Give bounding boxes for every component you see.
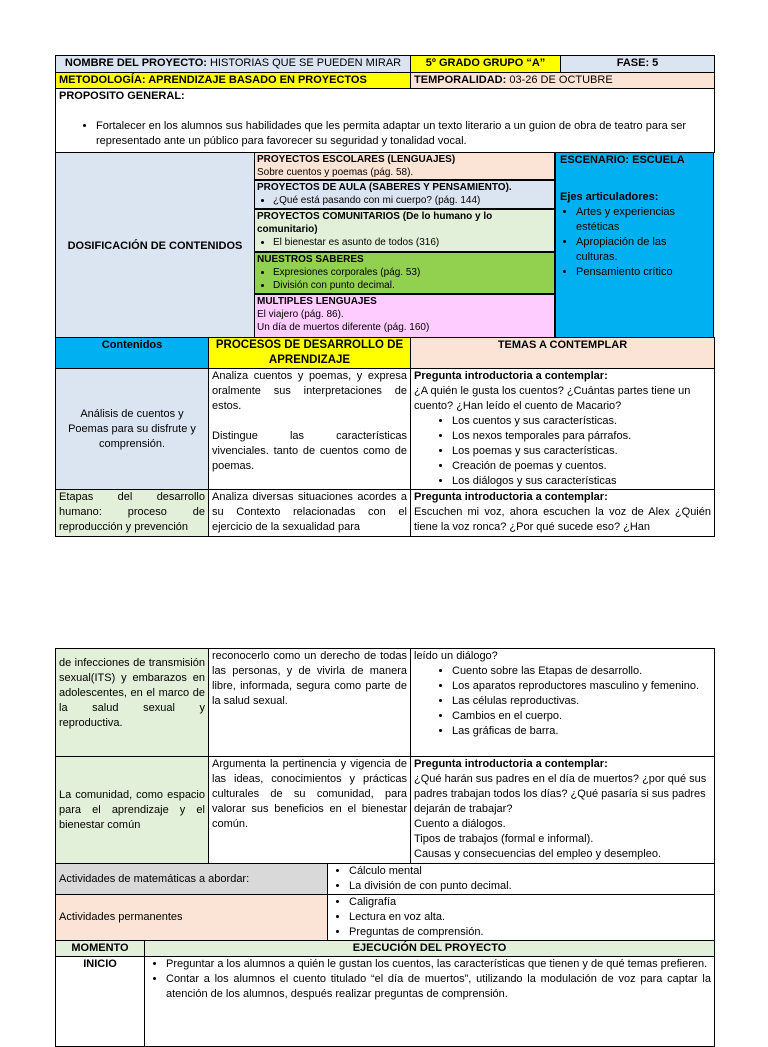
phase-cell: FASE: 5 — [561, 56, 715, 73]
row3-temas: Pregunta introductoria a contemplar: ¿Qué harán sus padres en el día de muertos? ¿por qué sus padres trabajan todos los días? ¿Qué pasaría si sus padres dejarán de trabajar? Cuento a diálogos. Tipos de trabajos (formal e informal). Causas y consecuencias del empleo y desempleo. — [411, 757, 715, 864]
tema-item: • Las células reproductivas. — [452, 694, 711, 709]
tema-item: • Los diálogos y sus características — [452, 474, 711, 489]
permanentes-label: Actividades permanentes — [56, 895, 328, 941]
purpose-title: PROPOSITO GENERAL: — [59, 90, 185, 102]
eje-item: • Pensamiento crítico — [576, 265, 709, 280]
multiples-line: Un día de muertos diferente (pág. 160) — [257, 322, 430, 333]
comunitarios-cell — [254, 209, 555, 252]
methodology-cell: METODOLOGÍA: APRENDIZAJE BASADO EN PROYECTOS — [56, 73, 411, 89]
ejes-title: Ejes articuladores: — [560, 191, 659, 203]
escolares-title: PROYECTOS ESCOLARES (LENGUAJES) — [257, 154, 456, 165]
project-name-cell — [56, 56, 411, 73]
eje-item: • Apropiación de las culturas. — [576, 235, 709, 265]
project-name: HISTORIAS QUE SE PUEDEN MIRAR — [209, 57, 402, 69]
tema-item: • Los nexos temporales para párrafos. — [452, 429, 711, 444]
row3-contenido: La comunidad, como espacio para el aprendizaje y el bienestar común — [56, 757, 209, 864]
row2b-contenido: de infecciones de transmisión sexual(ITS) y embarazos en adolescentes, en el marco de la salud sexual y reproductiva. — [56, 649, 209, 757]
math-items: • Cálculo mental • La división de con punto decimal. — [328, 864, 715, 895]
tema-item: • Cambios en el cuerpo. — [452, 709, 711, 724]
escenario: ESCENARIO: ESCUELA — [560, 154, 685, 166]
aula-cell — [254, 180, 555, 209]
activities-table — [55, 863, 715, 941]
project-label: NOMBRE DEL PROYECTO: — [64, 57, 207, 69]
saberes-cell — [254, 252, 555, 294]
aula-item: • ¿Qué está pasando con mi cuerpo? (pág. 144) — [273, 194, 552, 207]
saberes-title: NUESTROS SABERES — [257, 254, 364, 265]
tema-item: • Los aparatos reproductores masculino y femenino. — [452, 679, 711, 694]
tema-item: • Cuento sobre las Etapas de desarrollo. — [452, 664, 711, 679]
saberes-item: • Expresiones corporales (pág. 53) — [273, 266, 552, 279]
eje-item: • Artes y experiencias estéticas — [576, 205, 709, 235]
dosificacion-label-cell — [55, 152, 255, 339]
temporality-value: 03-26 DE OCTUBRE — [509, 74, 613, 86]
multiples-title: MULTIPLES LENGUAJES — [257, 296, 377, 307]
saberes-item: • División con punto decimal. — [273, 279, 552, 292]
math-label: Actividades de matemáticas a abordar: — [56, 864, 328, 895]
temporality-cell — [411, 73, 715, 89]
dosificacion-block — [55, 152, 714, 338]
inicio-label: INICIO — [56, 957, 145, 1047]
escolares-item: Sobre cuentos y poemas (pág. 58). — [257, 167, 414, 178]
dosificacion-label: DOSIFICACIÓN DE CONTENIDOS — [67, 239, 243, 252]
multiples-line: El viajero (pág. 86). — [257, 309, 344, 320]
row1-temas: Pregunta introductoria a contemplar: ¿A quién le gusta los cuentos? ¿Cuántas partes tiene un cuento? ¿Han leído el cuento de Macario? • Los cuentos y sus características. • Los nexos temporales para párrafos. • Los poemas y sus características. • Creación de poemas y cuentos. • Los diálogos y sus características — [411, 369, 715, 490]
tema-item: • Creación de poemas y cuentos. — [452, 459, 711, 474]
planning-table-page1 — [55, 55, 715, 153]
momento-header: MOMENTO — [56, 941, 145, 957]
row2b-temas: leído un diálogo? • Cuento sobre las Etapas de desarrollo. • Los aparatos reproductores masculino y femenino. • Las células reproductivas. • Cambios en el cuerpo. • Las gráficas de barra. — [411, 649, 715, 757]
inicio-items: • Preguntar a los alumnos a quién le gustan los cuentos, las características que tienen y de qué temas prefieren. • Contar a los alumnos el cuento titulado “el día de muertos”, utilizando la modulación de voz para captar la atención de los alumnos, después realizar preguntas de comprensión. — [145, 957, 715, 1047]
row2-temas: Pregunta introductoria a contemplar: Escuchen mi voz, ahora escuchen la voz de Alex ¿Quién tiene la voz ronca? ¿Por qué sucede eso? ¿Han — [411, 490, 715, 537]
grade-cell: 5º GRADO GRUPO “A” — [411, 56, 561, 73]
purpose-cell — [56, 89, 715, 153]
row1-contenido: Análisis de cuentos y Poemas para su disfrute y comprensión. — [56, 369, 209, 490]
tema-item: • Los cuentos y sus características. — [452, 414, 711, 429]
comunitarios-title: PROYECTOS COMUNITARIOS (De lo humano y lo comunitario) — [257, 211, 493, 235]
ejecucion-header: EJECUCIÓN DEL PROYECTO — [145, 941, 715, 957]
multiples-cell — [254, 294, 555, 338]
escolares-cell — [254, 152, 555, 180]
comunitarios-item: • El bienestar es asunto de todos (316) — [273, 236, 552, 249]
escenario-cell — [555, 152, 714, 338]
purpose-item: • Fortalecer en los alumnos sus habilidades que les permita adaptar un texto literario a un guion de obra de teatro para ser representado ante un público para favorecer su seguridad y tonalidad vocal. — [96, 119, 711, 149]
tema-item: • Las gráficas de barra. — [452, 724, 711, 739]
aula-title: PROYECTOS DE AULA (SABERES Y PENSAMIENTO). — [257, 182, 512, 193]
tema-item: • Los poemas y sus características. — [452, 444, 711, 459]
temporality-label: TEMPORALIDAD: — [414, 74, 507, 86]
row2-contenido: Etapas del desarrollo humano: proceso de reproducción y prevención — [56, 490, 209, 537]
permanentes-items: • Caligrafía • Lectura en voz alta. • Preguntas de comprensión. — [328, 895, 715, 941]
header-contenidos: Contenidos — [56, 338, 209, 369]
execution-table — [55, 940, 715, 1047]
header-procesos: PROCESOS DE DESARROLLO DE APRENDIZAJE — [209, 338, 411, 369]
contents-table-page1 — [55, 337, 715, 537]
header-temas: TEMAS A CONTEMPLAR — [411, 338, 715, 369]
row2b-proceso: reconocerlo como un derecho de todas las personas, y de vivirla de manera libre, informada, segura como parte de la salud sexual. — [209, 649, 411, 757]
row2-proceso: Analiza diversas situaciones acordes a su Contexto relacionadas con el ejercicio de la sexualidad para — [209, 490, 411, 537]
row3-proceso: Argumenta la pertinencia y vigencia de las ideas, conocimientos y prácticas culturales de su comunidad, para valorar sus beneficios en el bienestar común. — [209, 757, 411, 864]
row1-proceso: Analiza cuentos y poemas, y expresa oralmente sus interpretaciones de estos. Distingue las características vivenciales. tanto de cuentos como de poemas. — [209, 369, 411, 490]
contents-table-page2 — [55, 648, 715, 864]
